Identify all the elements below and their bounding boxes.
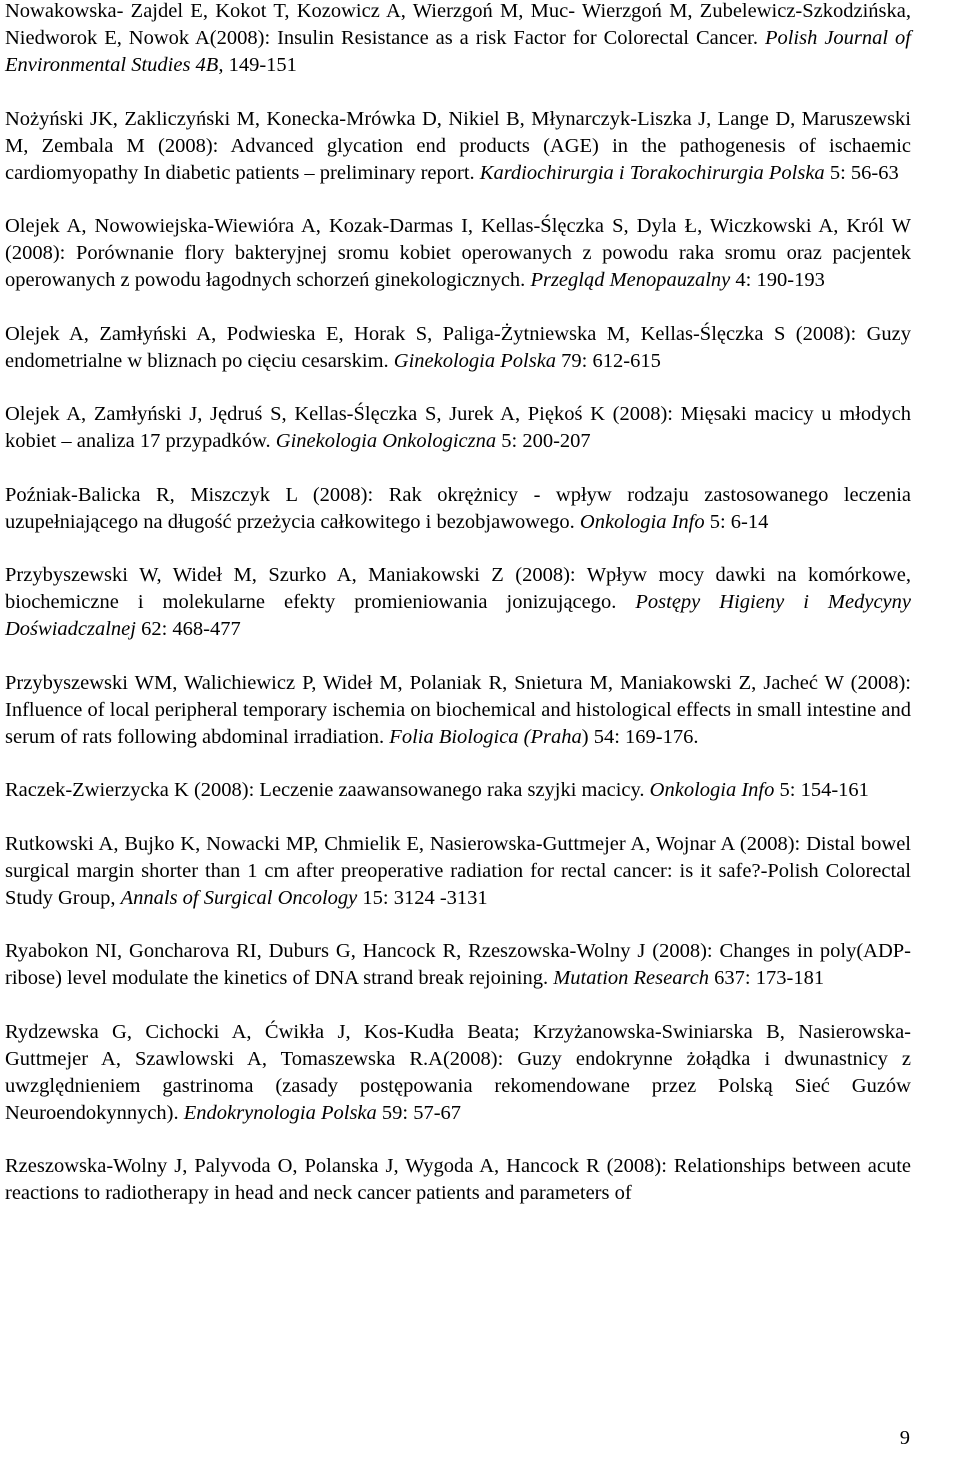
reference-text: Rzeszowska-Wolny J, Palyvoda O, Polanska J, Wygoda A, Hancock R (2008): Relationships between acute reactions to radiotherapy in head and neck cancer patients and parameters of: [5, 1155, 911, 1204]
reference-entry: [5, 938, 911, 992]
journal-name: Onkologia Info: [579, 510, 705, 533]
reference-tail: 5: 56-63: [824, 161, 899, 184]
reference-entry: [5, 1153, 911, 1207]
journal-name: Kardiochirurgia i Torakochirurgia Polska: [479, 161, 825, 184]
reference-tail: 4: 190-193: [730, 269, 825, 291]
reference-entry: [5, 213, 911, 294]
reference-tail: ) 54: 169-176.: [581, 725, 699, 748]
reference-text: Olejek A, Nowowiejska-Wiewióra A, Kozak-Darmas I, Kellas-Ślęczka S, Dyla Ł, Wiczkowski A, Król W (2008): Porównanie flory bakteryjnej sromu kobiet operowanych z powodu raka sromu oraz pacjentek operowanych z powodu łagodnych schorzeń ginekologicznych.: [5, 215, 911, 291]
reference-tail: 5: 6-14: [704, 510, 769, 533]
reference-text: Raczek-Zwierzycka K (2008): Leczenie zaawansowanego raka szyjki macicy.: [5, 779, 650, 801]
page-number: 9: [899, 1427, 910, 1449]
reference-tail: 5: 200-207: [496, 430, 591, 452]
reference-tail: 15: 3124 -3131: [357, 886, 488, 909]
reference-text: Nowakowska- Zajdel E, Kokot T, Kozowicz A, Wierzgoń M, Muc- Wierzgoń M, Zubelewicz-Szkodzińska, Niedworok E, Nowok A(2008): Insulin Resistance as a risk Factor for Colorectal Cancer.: [5, 0, 911, 49]
journal-name: Ginekologia Onkologiczna: [275, 430, 497, 452]
reference-entry: [5, 482, 911, 536]
reference-text: Przybyszewski WM, Walichiewicz P, Wideł M, Polaniak R, Snietura M, Maniakowski Z, Jacheć W (2008): Influence of local peripheral temporary ischemia on biochemical and histological effects in small intestine and serum of rats following abdominal irradiation.: [5, 671, 911, 748]
reference-entry: [5, 831, 911, 912]
journal-name: Endokrynologia Polska: [183, 1101, 377, 1124]
reference-tail: 79: 612-615: [556, 349, 661, 372]
reference-entry: [5, 670, 911, 751]
reference-entry: [5, 0, 911, 79]
journal-name: Folia Biologica (Praha: [389, 725, 582, 748]
journal-name: Mutation Research: [553, 967, 710, 989]
reference-text: Poźniak-Balicka R, Miszczyk L (2008): Rak okrężnicy - wpływ rodzaju zastosowanego leczenia uzupełniającego na długość przeżycia całkowitego i bezobjawowego.: [5, 483, 911, 533]
journal-name: Polish Journal of Environmental Studies 4B,: [5, 27, 911, 76]
journal-name: Ginekologia Polska: [393, 349, 557, 372]
reference-entry: [5, 106, 911, 187]
reference-entry: [5, 321, 911, 375]
reference-list: [5, 0, 911, 1207]
reference-text: Olejek A, Zamłyński A, Podwieska E, Horak S, Paliga-Żytniewska M, Kellas-Ślęczka S (2008): Guzy endometrialne w bliznach po cięciu cesarskim.: [5, 322, 911, 372]
reference-entry: [5, 1019, 911, 1127]
reference-entry: [5, 777, 911, 804]
reference-tail: 59: 57-67: [376, 1101, 462, 1124]
reference-tail: 149-151: [223, 54, 297, 76]
reference-text: Przybyszewski W, Wideł M, Szurko A, Maniakowski Z (2008): Wpływ mocy dawki na komórkowe, biochemiczne i molekularne efekty promieniowania jonizującego.: [5, 564, 911, 613]
journal-name: Annals of Surgical Oncology: [120, 886, 358, 909]
reference-tail: 5: 154-161: [774, 779, 869, 801]
reference-entry: [5, 562, 911, 643]
reference-text: Olejek A, Zamłyński J, Jędruś S, Kellas-Ślęczka S, Jurek A, Piękoś K (2008): Mięsaki macicy u młodych kobiet – analiza 17 przypadków.: [5, 403, 911, 452]
reference-text: Nożyński JK, Zakliczyński M, Konecka-Mrówka D, Nikiel B, Młynarczyk-Liszka J, Lange D, Maruszewski M, Zembala M (2008): Advanced glycation end products (AGE) in the pathogenesis of ischaemic cardiomyopathy In diabetic patients – preliminary report.: [5, 107, 911, 184]
journal-name: Postępy Higieny i Medycyny Doświadczalnej: [5, 591, 911, 640]
reference-text: Rutkowski A, Bujko K, Nowacki MP, Chmielik E, Nasierowska-Guttmejer A, Wojnar A (2008): Distal bowel surgical margin shorter than 1 cm after preoperative radiation for rectal cancer: is it safe?-Polish Colorectal Study Group,: [5, 832, 911, 909]
reference-entry: [5, 401, 911, 455]
reference-text: Ryabokon NI, Goncharova RI, Duburs G, Hancock R, Rzeszowska-Wolny J (2008): Changes in poly(ADP-ribose) level modulate the kinetics of DNA strand break rejoining.: [5, 940, 911, 989]
reference-tail: 62: 468-477: [135, 618, 241, 640]
journal-name: Onkologia Info: [649, 779, 775, 801]
reference-tail: 637: 173-181: [709, 967, 825, 989]
reference-text: Rydzewska G, Cichocki A, Ćwikła J, Kos-Kudła Beata; Krzyżanowska-Swiniarska B, Nasierowska-Guttmejer A, Szawlowski A, Tomaszewska R.A(2008): Guzy endokrynne żołądka i dwunastnicy z uwzględnieniem gastrinoma (zasady postępowania rekomendowane przez Polską Sieć Guzów Neuroendokynnych).: [5, 1020, 911, 1124]
journal-name: Przegląd Menopauzalny: [530, 269, 731, 291]
